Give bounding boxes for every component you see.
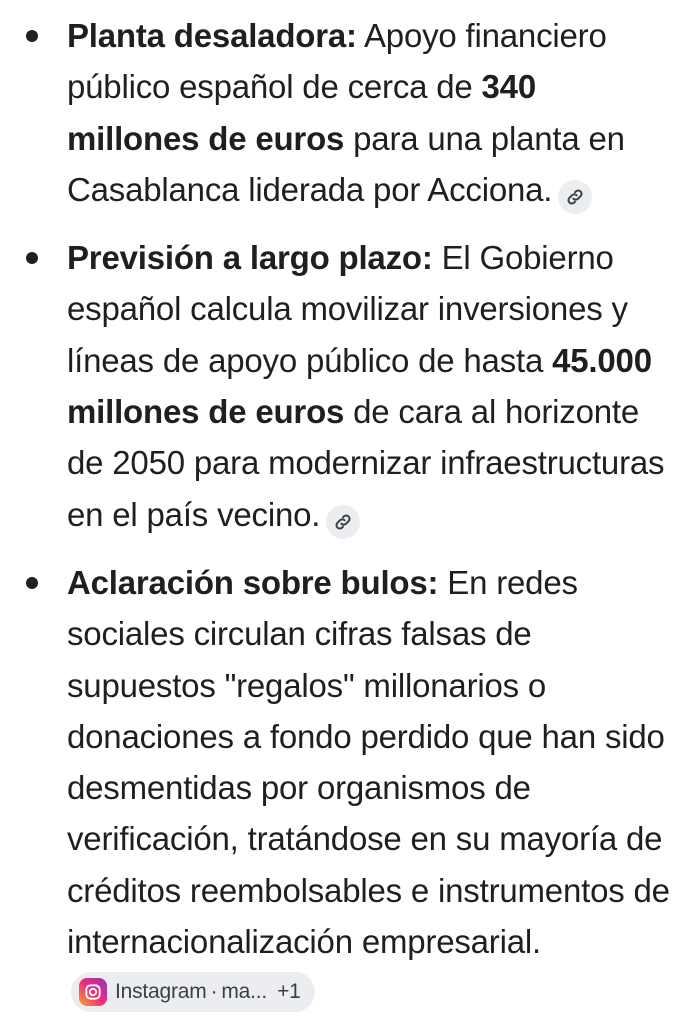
item-text: para una planta en Casablanca liderada por Acciona. bbox=[67, 119, 625, 208]
item-highlight: 45.000 millones de euros bbox=[67, 341, 652, 431]
list-item bbox=[0, 232, 670, 540]
item-text: de cara al horizonte de 2050 para modernizar infraestructuras en el país vecino. bbox=[67, 393, 665, 533]
item-heading: Planta desaladora: bbox=[67, 17, 357, 54]
source-author: ma... bbox=[221, 980, 268, 1004]
citation-link-button[interactable] bbox=[558, 180, 592, 214]
item-highlight: 340 millones de euros bbox=[67, 68, 536, 157]
instagram-icon bbox=[79, 978, 107, 1006]
item-text: Apoyo financiero público español de cerca de bbox=[67, 17, 607, 106]
item-text: En redes sociales circulan cifras falsas de supuestos "regalos" millonarios o donaciones a fondo perdido que han sido desmentidas por organismos de verificación, tratándose en su mayoría de créditos reembolsables e instrumentos de internacionalización empresarial. bbox=[67, 563, 670, 961]
source-chip-button[interactable] bbox=[71, 972, 315, 1012]
item-heading: Previsión a largo plazo: bbox=[67, 239, 433, 277]
citation-link-button[interactable] bbox=[326, 505, 360, 539]
source-separator: · bbox=[210, 980, 218, 1004]
source-name: Instagram bbox=[115, 980, 207, 1004]
link-icon bbox=[565, 187, 585, 207]
item-text: El Gobierno español calcula movilizar inversiones y líneas de apoyo público de hasta bbox=[67, 239, 628, 379]
link-icon bbox=[333, 512, 353, 532]
bullet-dot bbox=[26, 30, 38, 42]
source-more-count: +1 bbox=[277, 980, 301, 1004]
item-heading: Aclaración sobre bulos: bbox=[67, 563, 439, 601]
list-item bbox=[0, 557, 670, 1019]
bullet-dot bbox=[26, 252, 38, 264]
list-item bbox=[0, 10, 670, 215]
bullet-dot bbox=[26, 577, 38, 589]
